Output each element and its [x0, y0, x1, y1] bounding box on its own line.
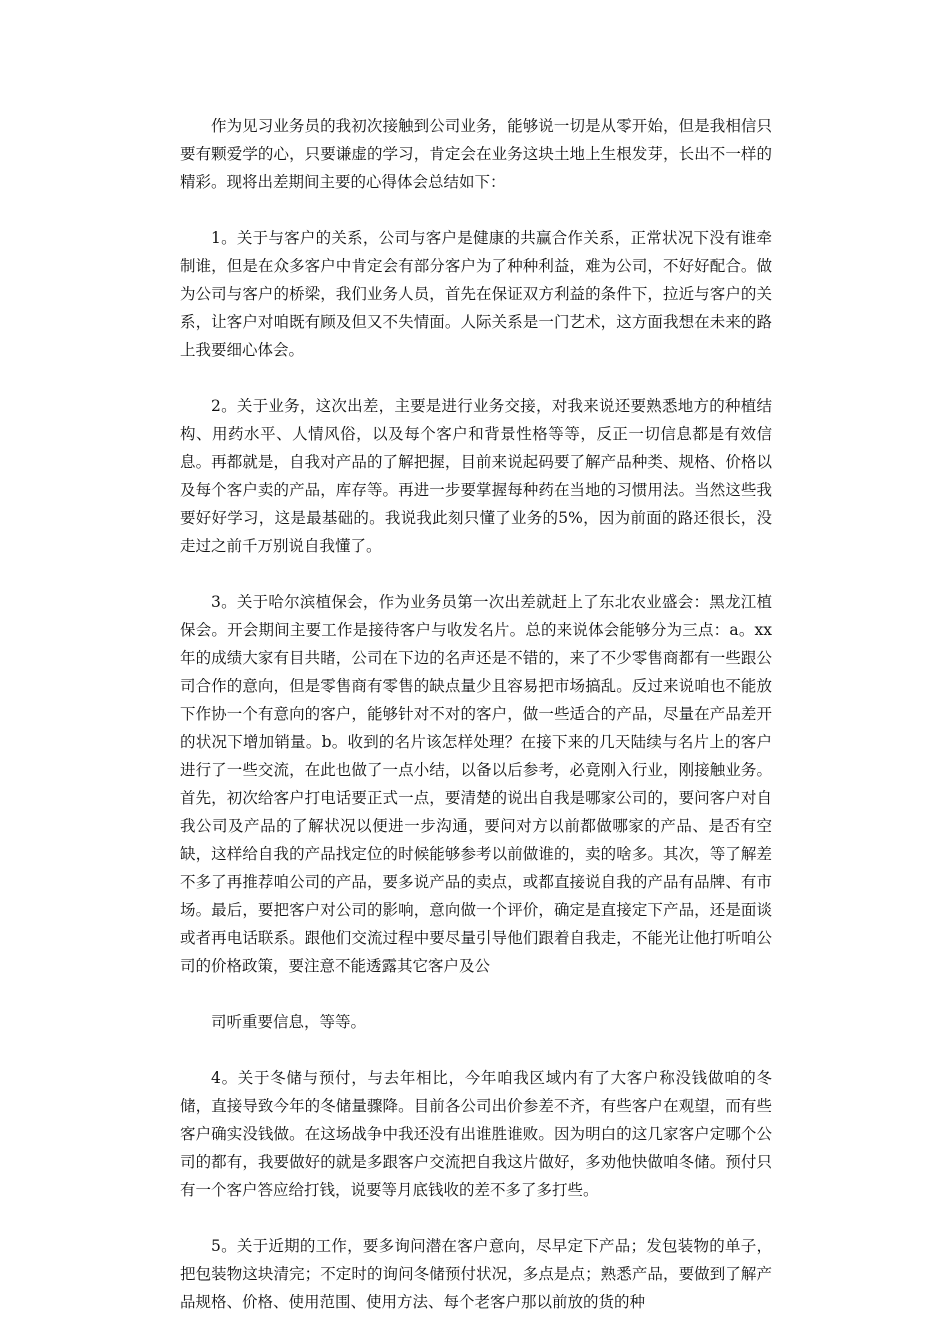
document-body: [180, 112, 772, 1344]
point-3-paragraph: 3。关于哈尔滨植保会，作为业务员第一次出差就赶上了东北农业盛会：黑龙江植保会。开会期间主要工作是接待客户与收发名片。总的来说体会能够分为三点：a。xx年的成绩大家有目共睹，公司在下边的名声还是不错的，来了不少零售商都有一些跟公司合作的意向，但是零售商有零售的缺点量少且容易把市场搞乱。反过来说咱也不能放下作协一个有意向的客户，能够针对不对的客户，做一些适合的产品，尽量在产品差开的状况下增加销量。b。收到的名片该怎样处理？在接下来的几天陆续与名片上的客户进行了一些交流，在此也做了一点小结，以备以后参考，必竟刚入行业，刚接触业务。首先，初次给客户打电话要正式一点，要清楚的说出自我是哪家公司的，要问客户对自我公司及产品的了解状况以便进一步沟通，要问对方以前都做哪家的产品、是否有空缺，这样给自我的产品找定位的时候能够参考以前做谁的，卖的啥多。其次，等了解差不多了再推荐咱公司的产品，要多说产品的卖点，或都直接说自我的产品有品牌、有市场。最后，要把客户对公司的影响，意向做一个评价，确定是直接定下产品，还是面谈或者再电话联系。跟他们交流过程中要尽量引导他们跟着自我走，不能光让他打听咱公司的价格政策，要注意不能透露其它客户及公: [180, 593, 772, 975]
point-1-paragraph: 1。关于与客户的关系，公司与客户是健康的共赢合作关系，正常状况下没有谁牵制谁，但是在众多客户中肯定会有部分客户为了种种利益，难为公司，不好好配合。做为公司与客户的桥梁，我们业务人员，首先在保证双方利益的条件下，拉近与客户的关系，让客户对咱既有顾及但又不失情面。人际关系是一门艺术，这方面我想在未来的路上我要细心体会。: [180, 229, 772, 359]
point-2-paragraph: 2。关于业务，这次出差，主要是进行业务交接，对我来说还要熟悉地方的种植结构、用药水平、人情风俗，以及每个客户和背景性格等等，反正一切信息都是有效信息。再都就是，自我对产品的了解把握，目前来说起码要了解产品种类、规格、价格以及每个客户卖的产品，库存等。再进一步要掌握每种药在当地的习惯用法。当然这些我要好好学习，这是最基础的。我说我此刻只懂了业务的5%，因为前面的路还很长，没走过之前千万别说自我懂了。: [180, 397, 772, 555]
point-4-paragraph: 4。关于冬储与预付，与去年相比，今年咱我区域内有了大客户称没钱做咱的冬储，直接导致今年的冬储量骤降。目前各公司出价参差不齐，有些客户在观望，而有些客户确实没钱做。在这场战争中我还没有出谁胜谁败。因为明白的这几家客户定哪个公司的都有，我要做好的就是多跟客户交流把自我这片做好，多劝他快做咱冬储。预付只有一个客户答应给打钱，说要等月底钱收的差不多了多打些。: [180, 1069, 772, 1199]
intro-paragraph: 作为见习业务员的我初次接触到公司业务，能够说一切是从零开始，但是我相信只要有颗爱学的心，只要谦虚的学习，肯定会在业务这块土地上生根发芽，长出不一样的精彩。现将出差期间主要的心得体会总结如下：: [180, 117, 772, 191]
point-5-paragraph: 5。关于近期的工作，要多询问潜在客户意向，尽早定下产品；发包装物的单子，把包装物这块清完；不定时的询问冬储预付状况，多点是点；熟悉产品，要做到了解产品规格、价格、使用范围、使用方法、每个老客户那以前放的货的种: [180, 1237, 772, 1311]
point-3-continuation-paragraph: 司听重要信息，等等。: [211, 1013, 367, 1031]
